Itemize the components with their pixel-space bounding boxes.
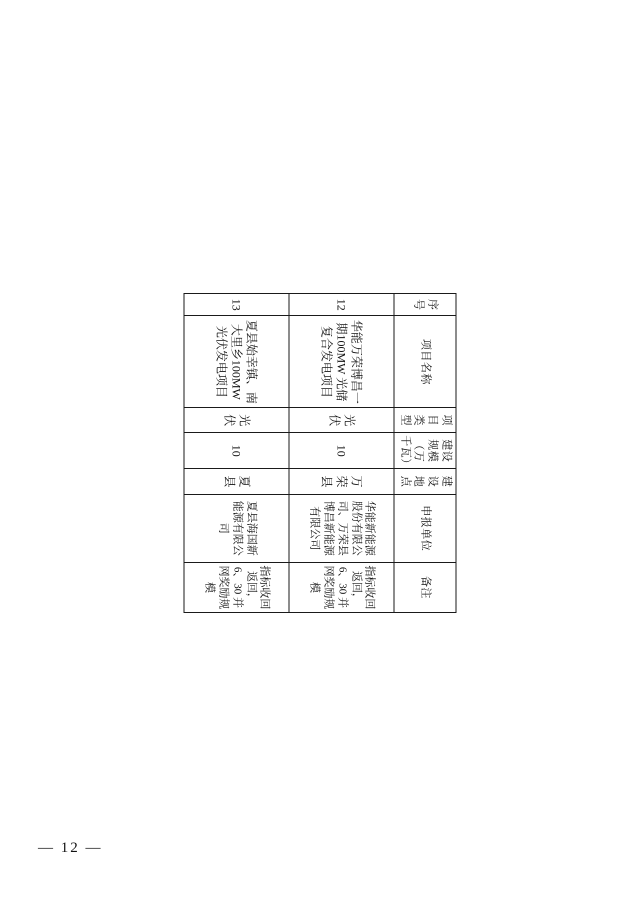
row-type: 光伏 [184, 407, 289, 432]
table-header [394, 293, 456, 612]
row-remark: 指标收回返回，6、30 并网奖励规模 [289, 562, 394, 612]
row-applicant: 夏县海国新能源有限公司 [184, 494, 289, 562]
header-scale: 建设规模（万千瓦） [394, 432, 456, 468]
table-row [289, 293, 394, 612]
header-location: 建设地点 [394, 468, 456, 493]
row-name: 夏县始幸镇、南大里乡100MW 光伏发电项目 [184, 315, 289, 407]
rotated-table-container [184, 293, 457, 613]
table-row [184, 293, 289, 612]
table-body [184, 293, 394, 612]
row-type: 光伏 [289, 407, 394, 432]
projects-table [184, 293, 457, 613]
header-remark: 备注 [394, 562, 456, 612]
header-type: 项目类型 [394, 407, 456, 432]
header-name: 项目名称 [394, 315, 456, 407]
row-name: 华能万荣博昌一期100MW 光储复合发电项目 [289, 315, 394, 407]
row-no: 13 [184, 293, 289, 315]
row-no: 12 [289, 293, 394, 315]
row-location: 万荣县 [289, 468, 394, 493]
header-no: 序号 [394, 293, 456, 315]
header-applicant: 申报单位 [394, 494, 456, 562]
row-applicant: 华能新能源股份有限公司、万荣县博昌新能源有限公司 [289, 494, 394, 562]
row-scale: 10 [289, 432, 394, 468]
page-number: — 12 — [38, 840, 103, 856]
table-header-row [394, 293, 456, 612]
row-scale: 10 [184, 432, 289, 468]
row-remark: 指标收回返回，6、30 并网奖励规模 [184, 562, 289, 612]
row-location: 夏县 [184, 468, 289, 493]
